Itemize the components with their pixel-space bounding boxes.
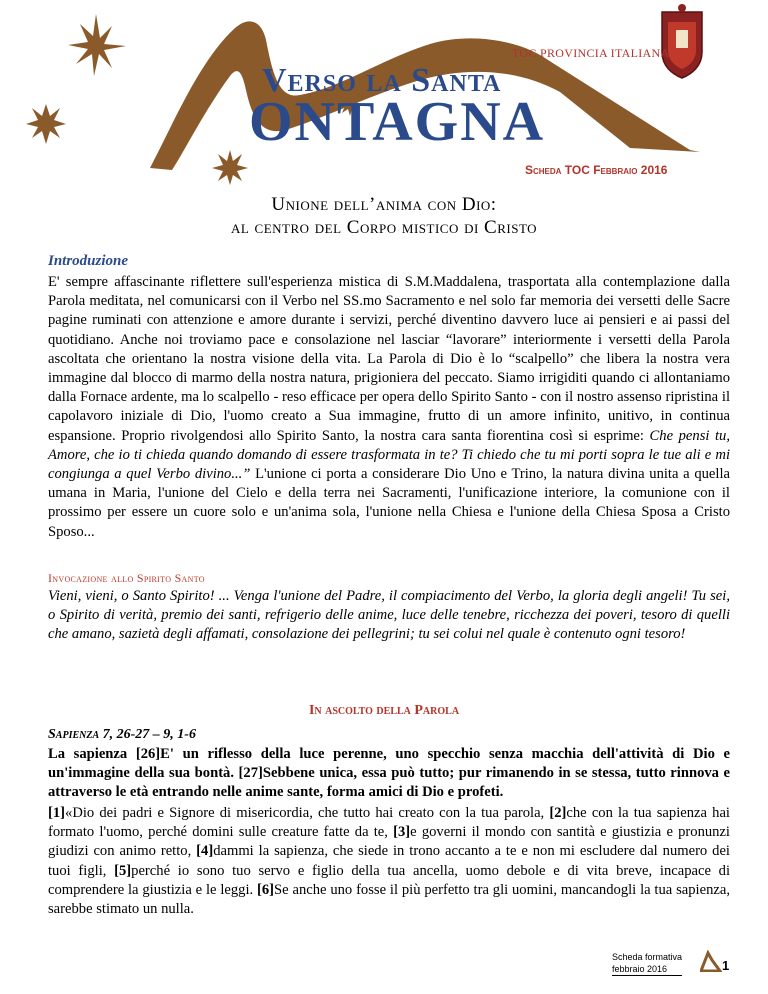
intro-text-part2: L'unione ci porta a considerare Dio Uno e Trino, la natura divina unita a quella umana in Maria, l'unione del Cielo e della terra nei Sacramenti, l'unificazione interiore, la comunione con il prossimo per essere un cuore solo e un'anima sola, l'unione nella Chiesa e l'unione della Chiesa Sposa a Cristo Sposo...	[48, 466, 730, 540]
scripture-reference: Sapienza 7, 26-27 – 9, 1-6	[48, 727, 196, 742]
intro-text-part1: E' sempre affascinante riflettere sull'esperienza mistica di S.M.Maddalena, trasportata alla contemplazione dalla Parola meditata, nel comunicarsi con il Verbo nel SS.mo Sacramento e nel solo far memoria dei versetti delle Sacre pagine ruminati con attenzione e amore durante i servizi, perché diventino davvero luce ai pensieri e ai passi del quotidiano. Anche noi troviamo pace e consolazione nel lasciar “lavorare” interiormente i versetti della Parola ascoltata che orientano la nostra visione della vita. La Parola di Dio è lo “scalpello” che libera la nostra vera immagine dal blocco di marmo della nostra natura, prigioniera del peccato. Siamo irrigiditi quando ci allontaniamo dalla Fornace ardente, ma lo scalpello - reso efficace per opera dello Spirito Santo - con il nostro assenso ripristina il capolavoro iniziale di Dio, l'uomo creato a Sua immagine, frutto di un amore infinito, unitivo, in continua espansione. Proprio rivolgendosi allo Spirito Santo, la nostra cara santa fiorentina così si esprime:	[48, 274, 730, 444]
org-label: TOC PROVINCIA ITALIANA	[512, 46, 670, 60]
star-icon	[212, 150, 248, 185]
listening-heading: In ascolto della Parola	[308, 703, 460, 718]
footer-label	[612, 951, 682, 976]
page-title-line2: al centro del Corpo mistico di Cristo	[230, 217, 538, 238]
masthead-title-line2: ONTAGNA	[249, 91, 546, 153]
intro-paragraph	[48, 273, 730, 542]
page-title-line1: Unione dell’anima con Dio:	[271, 194, 497, 215]
verse-text: dammi la sapienza, che siede in trono accanto a te e non mi escludere dal numero dei tuoi figli,	[48, 843, 730, 879]
footer-mountain-icon	[700, 950, 722, 972]
verse-number: [1]	[48, 805, 66, 821]
footer-line2: febbraio 2016	[612, 963, 682, 976]
masthead-title-line1: Verso la Santa	[262, 62, 502, 99]
issue-label: Scheda TOC Febbraio 2016	[525, 163, 668, 177]
invocation-paragraph: Vieni, vieni, o Santo Spirito! ... Venga l'unione del Padre, il compiacimento del Verbo, la gloria degli angeli! Tu sei, o Spirito di verità, premio dei santi, refrigerio delle anime, luce delle tenebre, ricchezza dei poveri, tesoro di quelli che amano, sazietà degli affamati, consolazione dei pellegrini; tu sei colui nel quale è contenuto ogni tesoro!	[48, 588, 730, 643]
invocation-heading: Invocazione allo Spirito Santo	[48, 571, 205, 585]
verse-number: [3]	[393, 824, 411, 841]
verse-text: e governi il mondo con santità e giustizia e pronunzi giudizi con animo retto,	[48, 824, 730, 860]
scripture-verses	[48, 804, 730, 919]
intro-heading: Introduzione	[48, 253, 129, 269]
star-icon	[26, 104, 66, 144]
page-number: 1	[722, 958, 730, 973]
verse-text: Se anche uno fosse il più perfetto tra gli uomini, mancandogli la tua sapienza, sarebbe stimato un nulla.	[48, 881, 730, 918]
verse-number: [6]	[257, 881, 275, 898]
verse-text: «Dio dei padri e Signore di misericordia, che tutto hai creato con la tua parola,	[65, 805, 550, 821]
verse-text: perché io sono tuo servo e figlio della tua ancella, uomo debole e di vita breve, incapace di comprendere la giustizia e le leggi.	[48, 862, 730, 898]
scripture-bold-passage: La sapienza [26]E' un riflesso della luce perenne, uno specchio senza macchia dell'attività di Dio e un'immagine della sua bontà. [27]Sebbene unica, essa può tutto; pur rimanendo in se stessa, tutto rinnova e attraverso le età entrando nelle anime sante, forma amici di Dio e profeti.	[48, 746, 730, 801]
intro-quote: Che pensi tu, Amore, che io ti chieda quando domando di essere trasformata in te? Ti chiedo che tu mi porti sopra le tue ali e mi congiunga a quel Verbo divino...”	[48, 427, 730, 483]
footer-line1: Scheda formativa	[612, 952, 683, 962]
crest-icon	[662, 4, 702, 78]
page-title	[0, 193, 768, 239]
verse-text: che con la tua sapienza hai formato l'uomo, perché domini sulle creature fatte da te,	[48, 805, 730, 841]
verse-number: [5]	[114, 862, 132, 879]
verse-number: [4]	[196, 843, 214, 860]
verse-number: [2]	[549, 805, 567, 821]
star-icon	[68, 14, 126, 76]
